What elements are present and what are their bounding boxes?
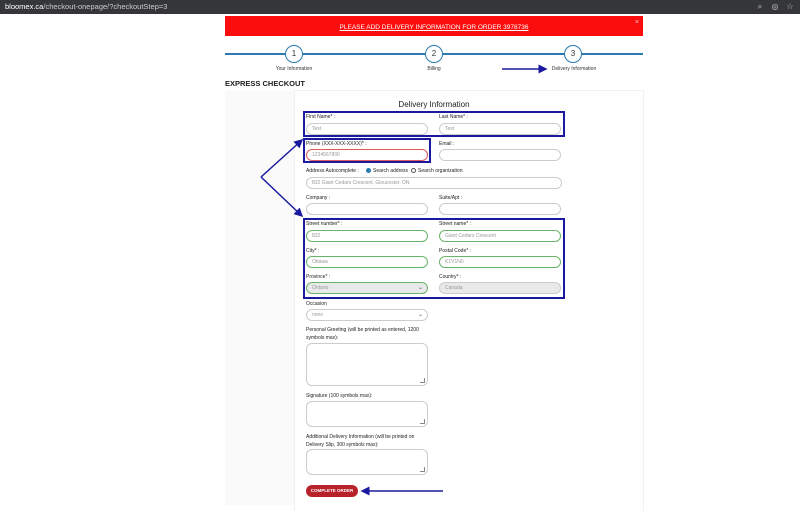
arrow-names — [261, 140, 302, 177]
close-icon[interactable]: × — [634, 19, 639, 26]
form-title: Delivery Information — [398, 100, 470, 109]
postal-code-label: Postal Code* : — [439, 248, 471, 254]
step-3[interactable]: 3 — [564, 45, 582, 63]
url-path: /checkout-onepage/?checkoutStep=3 — [43, 2, 168, 11]
postal-code-input[interactable]: K1V1N0 — [439, 256, 561, 268]
address-autocomplete-input[interactable]: 832 Giant Cedars Crescent, Gloucester, ON — [306, 177, 562, 189]
country-input: Canada — [439, 282, 561, 294]
phone-label: Phone (XXX-XXX-XXXX)* : — [306, 141, 367, 147]
page-title: EXPRESS CHECKOUT — [225, 79, 306, 88]
additional-info-label: Additional Delivery Information (will be printed on Delivery Slip, 300 symbols max): — [306, 434, 415, 448]
phone-input[interactable]: 1234567890 — [306, 149, 428, 161]
search-icon[interactable]: ⌕ — [757, 2, 763, 11]
search-organization-label: Search organization — [418, 168, 463, 174]
province-label: Province* : — [306, 274, 331, 280]
greeting-label: Personal Greeting (will be printed as entered, 1200 symbols max): — [306, 327, 419, 341]
arrow-address — [261, 177, 302, 216]
street-number-label: Street number* : — [306, 221, 343, 227]
email-label: Email : — [439, 141, 455, 147]
first-name-input[interactable]: Test — [306, 123, 428, 135]
step-2[interactable]: 2 — [425, 45, 443, 63]
eye-off-icon[interactable]: ◎ — [771, 2, 779, 11]
city-input[interactable]: Ottawa — [306, 256, 428, 268]
street-number-input[interactable]: 832 — [306, 230, 428, 242]
last-name-label: Last Name* : — [439, 114, 468, 120]
company-label: Company : — [306, 195, 331, 201]
step-1-label: Your Information — [275, 66, 313, 72]
occasion-value: none — [312, 312, 324, 318]
city-label: City* : — [306, 248, 320, 254]
first-name-label: First Name* : — [306, 114, 336, 120]
suite-label: Suite/Apt : — [439, 195, 463, 201]
last-name-input[interactable]: Test — [439, 123, 561, 135]
complete-order-button[interactable]: COMPLETE ORDER — [306, 485, 358, 497]
step-1[interactable]: 1 — [285, 45, 303, 63]
step-2-label: Billing — [427, 66, 441, 72]
street-name-input[interactable]: Giant Cedars Crescent — [439, 230, 561, 242]
search-address-label: Search address — [373, 168, 409, 174]
step-3-label: Delivery Information — [551, 66, 597, 72]
street-name-label: Street name* : — [439, 221, 471, 227]
star-icon[interactable]: ☆ — [786, 2, 794, 11]
country-label: Country* : — [439, 274, 462, 280]
province-value: Ontario — [312, 285, 329, 291]
url-host: bloomex.ca — [5, 2, 44, 11]
address-autocomplete-label: Address Autocomplete : — [306, 168, 359, 174]
alert-message[interactable]: PLEASE ADD DELIVERY INFORMATION FOR ORDER 3978736 — [339, 24, 529, 31]
chevron-down-icon: ⌄ — [417, 312, 423, 318]
chevron-down-icon: ⌄ — [417, 285, 423, 291]
signature-label: Signature (100 symbols max): — [306, 393, 373, 399]
occasion-label: Occasion — [306, 301, 327, 307]
